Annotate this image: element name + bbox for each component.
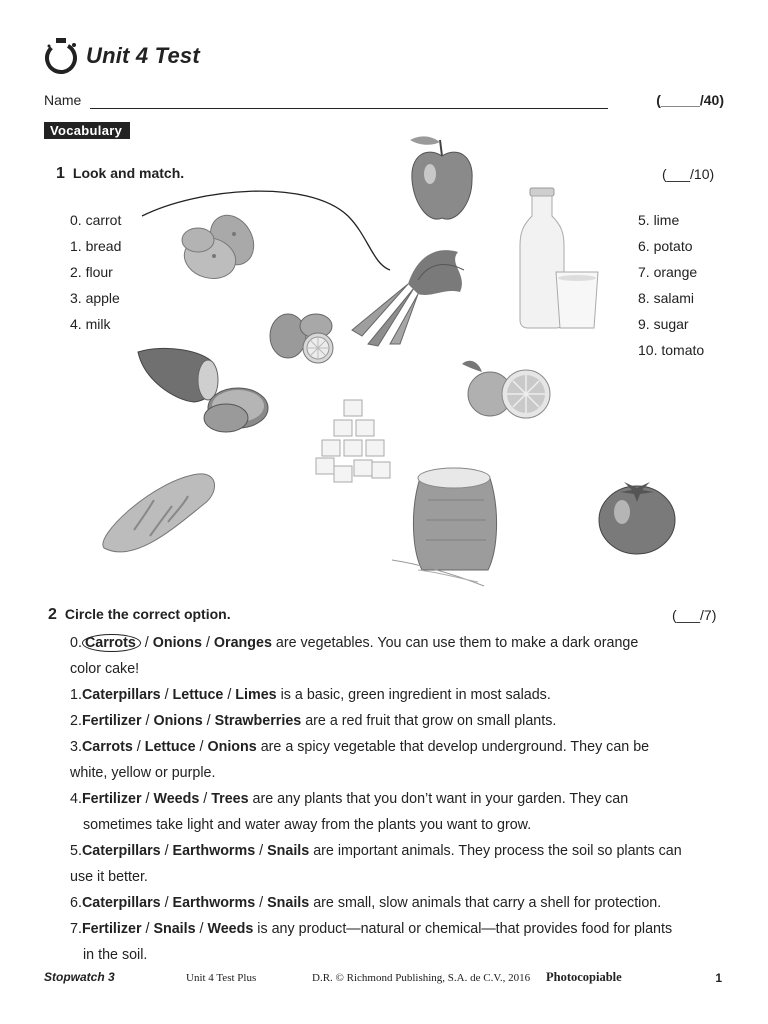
question-text: are small, slow animals that carry a shell for protection.: [309, 895, 662, 911]
exercise1-heading: [56, 165, 184, 183]
question-text: are important animals. They process the soil so plants can: [309, 843, 682, 859]
answer-option[interactable]: Fertilizer: [81, 791, 142, 807]
option-separator: /: [223, 687, 236, 703]
question-continuation: color cake!: [70, 661, 140, 677]
question-number: 6.: [70, 895, 82, 911]
question-item: [70, 734, 730, 760]
footer: [44, 970, 724, 990]
answer-option[interactable]: Caterpillars: [81, 843, 161, 859]
question-item: [70, 630, 730, 656]
answer-option[interactable]: Strawberries: [214, 713, 302, 729]
tomato-picture[interactable]: [594, 474, 680, 558]
question-continuation: in the soil.: [83, 947, 148, 963]
option-separator: /: [160, 895, 173, 911]
bread-picture[interactable]: [94, 470, 220, 566]
total-score: (_____/40): [656, 92, 724, 108]
question-item: [70, 890, 730, 916]
question-continuation: use it better.: [70, 869, 148, 885]
option-separator: /: [141, 921, 154, 937]
exercise2-items: [70, 630, 730, 968]
list-item: 2. flour: [70, 264, 113, 280]
answer-option[interactable]: Weeds: [207, 921, 254, 937]
carrots-picture[interactable]: [348, 244, 472, 348]
page-title: Unit 4 Test: [86, 43, 200, 68]
exercise2-score: (___/7): [672, 607, 717, 623]
milk-picture[interactable]: [512, 186, 602, 336]
answer-option[interactable]: Carrots: [81, 739, 133, 755]
option-separator: /: [160, 687, 173, 703]
sugar-picture[interactable]: [314, 398, 394, 488]
question-number: 7.: [70, 921, 82, 937]
answer-option[interactable]: Carrots: [82, 634, 141, 652]
question-number: 1.: [70, 687, 82, 703]
option-separator: /: [140, 635, 153, 651]
answer-option[interactable]: Lettuce: [172, 687, 224, 703]
question-item: [70, 682, 730, 708]
stopwatch-icon: [44, 37, 80, 75]
footer-copyright: D.R. © Richmond Publishing, S.A. de C.V., 2016: [312, 972, 531, 984]
question-item: [70, 786, 730, 812]
question-item: [70, 916, 730, 942]
footer-photocopiable: Photocopiable: [546, 970, 622, 984]
list-item: 3. apple: [70, 290, 120, 306]
list-item: 5. lime: [638, 212, 680, 228]
question-number: 4.: [70, 791, 82, 807]
question-text: are any plants that you don’t want in your garden. They can: [248, 791, 629, 807]
question-text: are a spicy vegetable that develop underground. They can be: [256, 739, 650, 755]
footer-unit: Unit 4 Test Plus: [186, 972, 257, 984]
answer-option[interactable]: Earthworms: [172, 843, 256, 859]
answer-option[interactable]: Onions: [153, 713, 203, 729]
exercise2-heading: [48, 606, 231, 624]
left-word-list: [70, 207, 121, 337]
option-separator: /: [195, 921, 208, 937]
list-item: 7. orange: [638, 264, 698, 280]
exercise2-number: 2: [48, 606, 57, 623]
list-item: 1. bread: [70, 238, 122, 254]
answer-option[interactable]: Onions: [152, 635, 202, 651]
option-separator: /: [201, 635, 214, 651]
flour-picture[interactable]: [388, 460, 514, 590]
salami-picture[interactable]: [134, 340, 280, 436]
answer-option[interactable]: Lettuce: [144, 739, 196, 755]
exercise1-instruction: Look and match.: [72, 165, 185, 181]
exercise1-score: (___/10): [662, 166, 715, 182]
question-text: are vegetables. You can use them to make a dark orange: [271, 635, 639, 651]
answer-option[interactable]: Caterpillars: [81, 687, 161, 703]
answer-option[interactable]: Caterpillars: [81, 895, 161, 911]
option-separator: /: [202, 713, 215, 729]
option-separator: /: [160, 843, 173, 859]
right-word-list: [638, 207, 704, 363]
list-item: 9. sugar: [638, 316, 689, 332]
name-row: [44, 92, 724, 108]
question-continuation: white, yellow or purple.: [70, 765, 216, 781]
answer-option[interactable]: Onions: [207, 739, 257, 755]
answer-option[interactable]: Earthworms: [172, 895, 256, 911]
question-text: is a basic, green ingredient in most salads.: [276, 687, 551, 703]
name-label: Name: [44, 92, 82, 108]
question-continuation: sometimes take light and water away from the plants you want to grow.: [83, 817, 532, 833]
list-item: 6. potato: [638, 238, 693, 254]
page-number: 1: [715, 971, 722, 985]
answer-option[interactable]: Oranges: [213, 635, 272, 651]
option-separator: /: [132, 739, 145, 755]
option-separator: /: [195, 739, 208, 755]
name-blank-line[interactable]: [90, 108, 608, 109]
answer-option[interactable]: Snails: [267, 895, 310, 911]
question-item: [70, 708, 730, 734]
answer-option[interactable]: Snails: [267, 843, 310, 859]
question-number: 3.: [70, 739, 82, 755]
answer-option[interactable]: Fertilizer: [81, 921, 142, 937]
question-text: is any product—natural or chemical—that provides food for plants: [253, 921, 673, 937]
brand-logo: Stopwatch 3: [44, 970, 115, 984]
question-item: [70, 838, 730, 864]
list-item: 0. carrot: [70, 212, 122, 228]
list-item: 8. salami: [638, 290, 695, 306]
title-row: [44, 36, 200, 76]
answer-option[interactable]: Fertilizer: [81, 713, 142, 729]
apple-picture[interactable]: [406, 128, 478, 226]
answer-option[interactable]: Limes: [235, 687, 277, 703]
option-separator: /: [141, 791, 154, 807]
question-text: are a red fruit that grow on small plants.: [301, 713, 557, 729]
option-separator: /: [141, 713, 154, 729]
exercise1-number: 1: [56, 165, 65, 182]
section-tag: Vocabulary: [44, 122, 130, 139]
question-number: 0.: [70, 635, 82, 651]
oranges-picture[interactable]: [460, 358, 554, 422]
answer-option[interactable]: Snails: [153, 921, 196, 937]
option-separator: /: [255, 843, 268, 859]
question-number: 5.: [70, 843, 82, 859]
answer-option[interactable]: Weeds: [153, 791, 200, 807]
list-item: 4. milk: [70, 316, 111, 332]
option-separator: /: [199, 791, 212, 807]
potatoes-picture[interactable]: [174, 212, 270, 288]
question-number: 2.: [70, 713, 82, 729]
list-item: 10. tomato: [638, 342, 705, 358]
exercise2-instruction: Circle the correct option.: [64, 606, 231, 622]
answer-option[interactable]: Trees: [211, 791, 249, 807]
option-separator: /: [255, 895, 268, 911]
